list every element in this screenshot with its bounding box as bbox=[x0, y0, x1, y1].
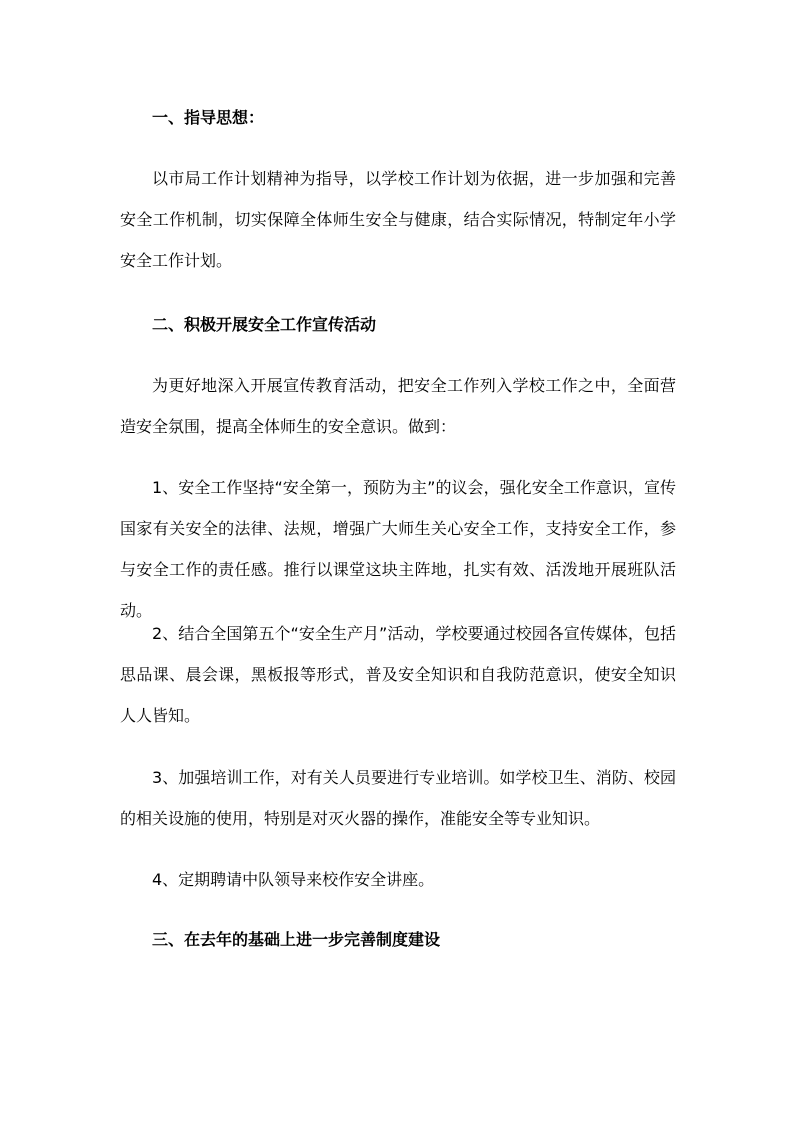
paragraph-item-1: 1、安全工作坚持“安全第一，预防为主”的议会，强化安全工作意识，宣传国家有关安全的法律、法规，增强广大师生关心安全工作，支持安全工作，参与安全工作的责任感。推行以课堂这块主阵地，扎实有效、活泼地开展班队活动。 bbox=[120, 478, 676, 620]
paragraph-item-4: 4、定期聘请中队领导来校作安全讲座。 bbox=[152, 870, 435, 889]
paragraph-item-2: 2、结合全国第五个“安全生产月”活动，学校要通过校园各宣传媒体，包括思品课、晨会课，黑板报等形式，普及安全知识和自我防范意识，使安全知识人人皆知。 bbox=[120, 624, 676, 725]
section-heading-guiding-ideology: 一、指导思想： bbox=[152, 108, 265, 127]
paragraph-publicity-intro: 为更好地深入开展宣传教育活动，把安全工作列入学校工作之中，全面营造安全氛围，提高全体师生的安全意识。做到： bbox=[120, 376, 676, 436]
section-heading-publicity-activities: 二、积极开展安全工作宣传活动 bbox=[152, 315, 377, 334]
paragraph-guiding-ideology: 以市局工作计划精神为指导，以学校工作计划为依据，进一步加强和完善安全工作机制，切实保障全体师生安全与健康，结合实际情况，特制定年小学安全工作计划。 bbox=[120, 169, 676, 270]
section-heading-system-construction: 三、在去年的基础上进一步完善制度建设 bbox=[152, 930, 441, 949]
paragraph-item-3: 3、加强培训工作，对有关人员要进行专业培训。如学校卫生、消防、校园的相关设施的使用，特别是对灭火器的操作，准能安全等专业知识。 bbox=[120, 768, 676, 828]
